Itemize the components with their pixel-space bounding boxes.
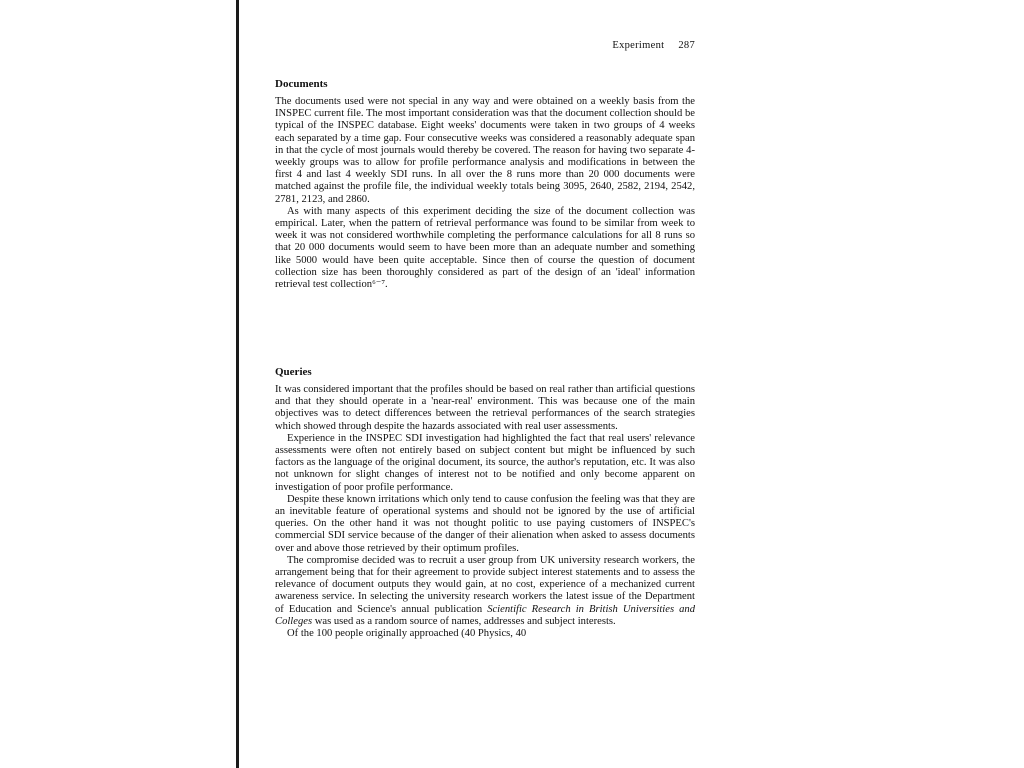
running-head xyxy=(612,40,695,51)
paragraph: Experience in the INSPEC SDI investigation had highlighted the fact that real users' relevance assessments were often not entirely based on subject content but might be influenced by such factors as the language of the original document, its source, the author's reputation, etc. It was also not unknown for slight changes of interest not to be notified and only become apparent on investigation of poor profile performance. xyxy=(275,432,695,493)
queries-body xyxy=(275,384,695,640)
paragraph: Of the 100 people originally approached (40 Physics, 40 xyxy=(287,628,527,640)
paragraph: The documents used were not special in any way and were obtained on a weekly basis from the INSPEC current file. The most important consideration was that the document collection should be typical of the INSPEC database. Eight weeks' documents were taken in two groups of 4 weeks each separated by a time gap. Four consecutive weeks was considered a reasonably adequate span in that the cycle of most journals would thereby be covered. The reason for having two separate 4-weekly groups was to allow for profile performance analysis and modifications in between the first 4 and last 4 weekly SDI runs. In all over the 8 runs more than 20 000 documents were matched against the profile file, the individual weekly totals being 3095, 2640, 2582, 2194, 2542, 2781, 2123, and 2860. xyxy=(275,96,695,205)
section-queries xyxy=(275,366,695,640)
paragraph-text: was used as a random source of names, addresses and subject interests. xyxy=(312,615,616,627)
paragraph: It was considered important that the profiles should be based on real rather than artificial questions and that they should operate in a 'near-real' environment. This was because one of the main objectives was to detect differences between the retrieval performances of the search strategies which showed through despite the hazards associated with real user assessments. xyxy=(275,384,695,432)
documents-body xyxy=(275,96,695,291)
binding-edge xyxy=(236,0,239,768)
section-heading-documents: Documents xyxy=(275,78,328,90)
paragraph-text: The compromise decided was to recruit a user group from UK university research workers, the arrangement being that for their agreement to provide subject interest statements and to assess the relevance of document outputs they would gain, at no cost, experience of a mechanized current awareness service. In selecting the university research workers the latest issue of the Department of Education and Science's annual publication xyxy=(275,554,695,615)
paragraph: As with many aspects of this experiment deciding the size of the document collection was empirical. Later, when the pattern of retrieval performance was found to be similar from week to week it was not considered worthwhile completing the performance calculations for all 8 runs so that 20 000 documents would seem to have been more than an adequate number and something like 5000 would have been quite acceptable. Since then of course the question of document collection size has been thoroughly considered as part of the design of an 'ideal' information retrieval test collection⁶⁻⁷. xyxy=(275,205,695,291)
running-head-title: Experiment xyxy=(612,40,665,51)
paragraph xyxy=(275,555,695,628)
paragraph: Despite these known irritations which only tend to cause confusion the feeling was that they are an inevitable feature of operational systems and should not be ignored by the use of artificial queries. On the other hand it was not thought politic to use paying customers of INSPEC's commercial SDI service because of the danger of their alienation when asked to assess documents over and above those retrieved by their optimum profiles. xyxy=(275,493,695,554)
section-documents xyxy=(275,78,695,291)
page-number: 287 xyxy=(678,40,695,51)
publication-title: Scientific Research in British Universities and Colleges xyxy=(275,603,695,627)
section-heading-queries: Queries xyxy=(275,366,312,378)
